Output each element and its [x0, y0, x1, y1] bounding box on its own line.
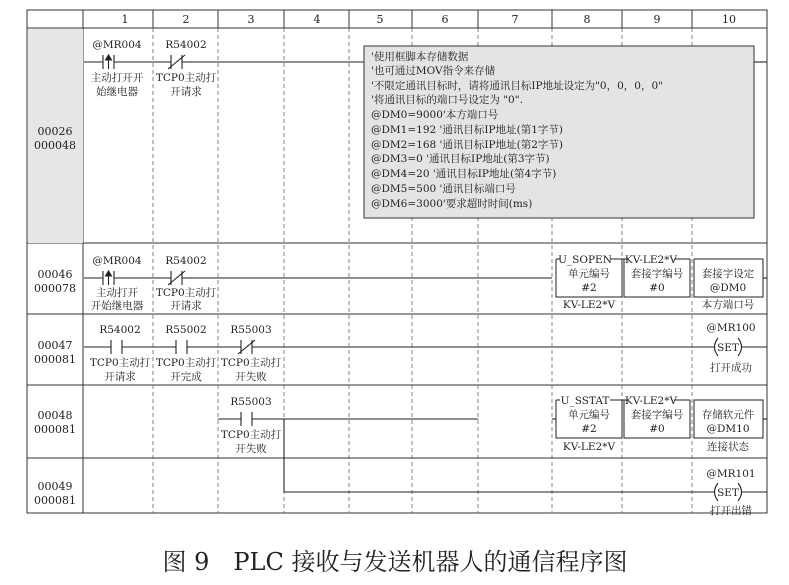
function-model-below: KV-LE2*V: [562, 299, 616, 311]
contact-device: R55003: [230, 396, 272, 408]
rung-number: 00026: [37, 125, 73, 138]
column-header: 7: [511, 13, 519, 26]
script-line: @DM1=192 '通讯目标IP地址(第1字节): [371, 124, 563, 136]
operand-label: 套接字设定: [701, 268, 755, 280]
function-model: KV-LE2*V: [624, 254, 678, 266]
rising-edge-contact-icon: [103, 271, 114, 285]
script-line: @DM2=168 '通讯目标IP地址(第2字节): [371, 139, 563, 151]
operand-label: 套接字编号: [630, 409, 684, 421]
contact-label: TCP0主动打: [155, 72, 217, 84]
script-line: @DM5=500 '通讯目标端口号: [371, 183, 516, 195]
operand-label: 单元编号: [568, 268, 610, 280]
function-model: KV-LE2*V: [624, 395, 678, 407]
nc-contact-icon: [168, 55, 185, 69]
function-name: U_SSTAT: [560, 395, 610, 407]
contact-device: @MR004: [92, 39, 142, 51]
coil-text: SET: [717, 342, 739, 354]
column-header-row: [122, 13, 737, 26]
script-line: '使用框脚本存储数据: [371, 51, 469, 63]
column-header: 2: [182, 13, 190, 26]
contact-label: TCP0主动打: [89, 357, 151, 369]
script-line: @DM3=0 '通讯目标IP地址(第3字节): [371, 153, 550, 165]
contact-label: 开始继电器: [90, 300, 144, 312]
nc-contact-icon: [238, 340, 255, 354]
column-header: 1: [121, 13, 129, 26]
operand-label: 套接字编号: [630, 268, 684, 280]
coil-label: 打开出错: [710, 505, 752, 517]
script-line: '也可通过MOV指令来存储: [371, 65, 496, 77]
script-line: '不限定通讯目标时，请将通讯目标IP地址设定为"0，0，0，0": [371, 80, 663, 92]
rung-address: 000078: [34, 282, 76, 295]
rung-wire: [218, 419, 767, 492]
script-line: '将通讯目标的端口号设定为 "0".: [371, 94, 523, 106]
column-header: 3: [247, 13, 255, 26]
operand-value: #2: [581, 423, 597, 435]
function-name: U_SOPEN: [558, 254, 612, 266]
script-line: @DM4=20 '通讯目标IP地址(第4字节): [371, 168, 557, 180]
coil-device: @MR100: [706, 322, 756, 334]
column-header: 4: [313, 13, 321, 26]
rung-46: [34, 254, 767, 312]
function-block-u-sstat: [556, 395, 763, 453]
script-line: @DM0=9000'本方端口号: [371, 109, 499, 121]
operand-value: #2: [581, 282, 597, 294]
rung-address: 000048: [34, 139, 76, 152]
rung-26: [34, 39, 767, 218]
figure-caption: 图 9 PLC 接收与发送机器人的通信程序图: [162, 548, 628, 576]
no-contact-icon: [241, 412, 252, 426]
script-line: @DM6=3000'要求超时时间(ms): [371, 198, 533, 210]
contact-label: 始继电器: [96, 86, 138, 98]
rung-number: 00049: [37, 480, 73, 493]
operand-note: 连接状态: [707, 441, 749, 453]
operand-value: @DM0: [709, 282, 747, 294]
rising-edge-contact-icon: [103, 55, 114, 69]
contact-label: TCP0主动打: [155, 357, 217, 369]
contact-device: R54002: [165, 255, 207, 267]
column-header: 9: [653, 13, 661, 26]
contact-device: @MR004: [92, 255, 142, 267]
contact-device: R55002: [165, 324, 207, 336]
contact-label: 开完成: [170, 371, 202, 383]
no-contact-icon: [176, 340, 187, 354]
contact-label: TCP0主动打: [220, 429, 282, 441]
operand-value: #0: [649, 282, 665, 294]
column-header: 5: [376, 13, 384, 26]
contact-label: TCP0主动打: [220, 357, 282, 369]
operand-value: #0: [649, 423, 665, 435]
nc-contact-icon: [168, 271, 185, 285]
rung-address: 000081: [34, 494, 76, 507]
contact-device: R54002: [165, 39, 207, 51]
coil-text: SET: [717, 487, 739, 499]
contact-label: 开失败: [235, 443, 267, 455]
contact-label: 开失败: [235, 371, 267, 383]
rung-49: [34, 468, 767, 517]
coil-device: @MR101: [706, 468, 756, 480]
function-block-u-sopen: [556, 254, 763, 311]
no-contact-icon: [111, 340, 122, 354]
rung-address: 000081: [34, 423, 76, 436]
function-model-below: KV-LE2*V: [562, 441, 616, 453]
rung-number: 00048: [37, 409, 73, 422]
operand-label: 单元编号: [568, 409, 610, 421]
column-header: 10: [722, 13, 736, 26]
contact-label: 开请求: [170, 86, 202, 98]
rung-48: [34, 395, 767, 492]
operand-note: 本方端口号: [701, 299, 755, 311]
column-header: 6: [441, 13, 449, 26]
rung-address: 000081: [34, 353, 76, 366]
rung-number: 00046: [37, 268, 73, 281]
rung-47: [34, 322, 767, 383]
coil-label: 打开成功: [710, 362, 752, 374]
contact-label: 主动打开: [96, 287, 138, 299]
operand-label: 存储软元件: [701, 409, 755, 421]
contact-device: R55003: [230, 324, 272, 336]
contact-device: R54002: [99, 324, 141, 336]
operand-value: @DM10: [706, 423, 750, 435]
rung-number: 00047: [37, 339, 73, 352]
contact-label: TCP0主动打: [155, 287, 217, 299]
contact-label: 主动打开开: [90, 72, 144, 84]
contact-label: 开请求: [104, 371, 136, 383]
column-header: 8: [583, 13, 591, 26]
contact-label: 开请求: [170, 300, 202, 312]
